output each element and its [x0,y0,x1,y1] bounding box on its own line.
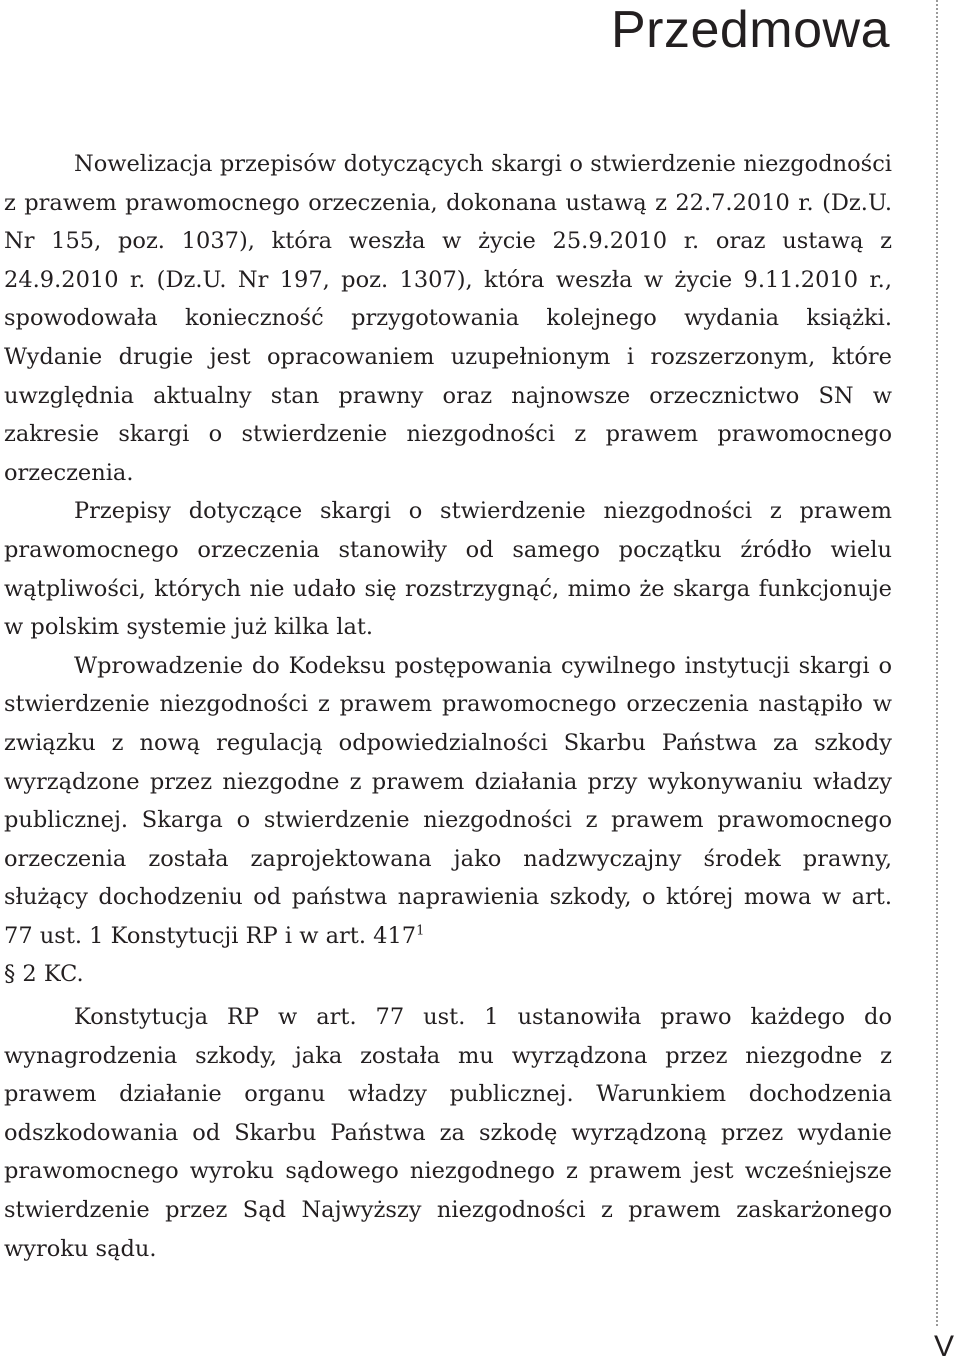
paragraph-2: Przepisy dotyczące skargi o stwierdzenie niezgodności z prawem prawomocnego orzeczenia stanowiły od samego początku źródło wielu wątpliwości, których nie udało się rozstrzygnąć, mimo że skarga funkcjonuje w polskim systemie już kilka lat. [4,498,892,641]
paragraph-3-tail: § 2 KC. [4,961,84,988]
paragraph-1: Nowelizacja przepisów dotyczących skargi o stwierdzenie niezgodności z prawem prawomocnego orzeczenia, dokonana ustawą z 22.7.2010 r. (Dz.U. Nr 155, poz. 1037), która weszła w życie 25.9.2010 r. oraz ustawą z 24.9.2010 r. (Dz.U. Nr 197, poz. 1307), która weszła w życie 9.11.2010 r., spowodowała konieczność przygotowania kolejnego wydania książki. Wydanie drugie jest opracowaniem uzupełnionym i rozszerzonym, które uwzględnia aktualny stan prawny oraz najnowsze orzecznictwo SN w zakresie skargi o stwierdzenie niezgodności z prawem prawomocnego orzeczenia. [4,151,892,486]
paragraph-4: Konstytucja RP w art. 77 ust. 1 ustanowiła prawo każdego do wynagrodzenia szkody, jaka została mu wyrządzona przez niezgodne z prawem działanie organu władzy publicznej. Warunkiem dochodzenia odszkodowania od Skarbu Państwa za szkodę wyrządzoną przez wydanie prawomocnego wyroku sądowego niezgodnego z prawem jest wcześniejsze stwierdzenie przez Sąd Najwyższy niezgodności z prawem zaskarżonego wyroku sądu. [4,1004,892,1262]
margin-dotted-rule [936,0,938,1326]
preface-body [4,145,892,1268]
page-number: V [933,1330,954,1363]
footnote-superscript: 1 [416,923,425,939]
paragraph-3-text: Wprowadzenie do Kodeksu postępowania cywilnego instytucji skargi o stwierdzenie niezgodności z prawem prawomocnego orzeczenia nastąpiło w związku z nową regulacją odpowiedzialności Skarbu Państwa za szkody wyrządzone przez niezgodne z prawem działania przy wykonywaniu władzy publicznej. Skarga o stwierdzenie niezgodności z prawem prawomocnego orzeczenia została zaprojektowana jako nadzwyczajny środek prawny, służący dochodzeniu od państwa naprawienia szkody, o której mowa w art. 77 ust. 1 Konstytucji RP i w art. 417 [4,652,892,949]
paragraph-3 [4,647,892,994]
page-title: Przedmowa [610,1,890,59]
